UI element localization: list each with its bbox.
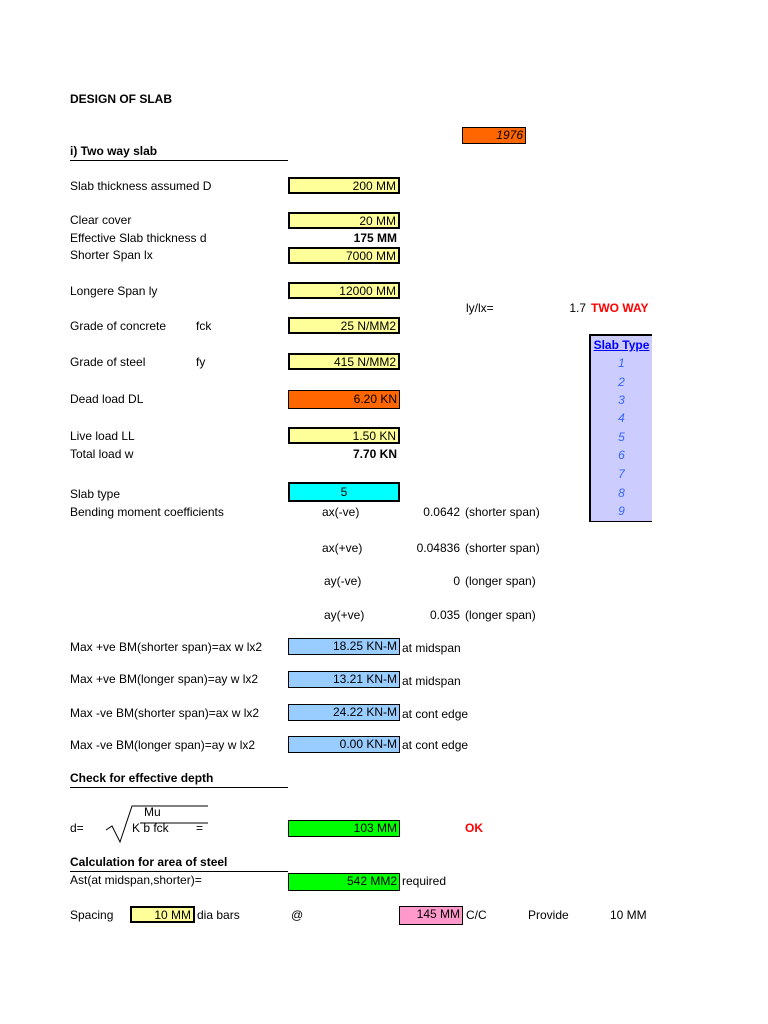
moment-value[interactable]: 0.00 KN-M <box>288 736 400 753</box>
bar-text: dia bars <box>197 908 240 922</box>
ratio-label: ly/lx= <box>466 301 494 315</box>
slab-type-option[interactable]: 4 <box>618 411 625 425</box>
provide-value: 10 MM <box>610 908 647 922</box>
d-label: d= <box>70 821 84 835</box>
ratio-value: 1.7 <box>569 301 586 315</box>
moment-label: Max -ve BM(longer span)=ay w lx2 <box>70 738 256 752</box>
slab-type-option[interactable]: 2 <box>618 375 625 389</box>
slab-type-option[interactable]: 7 <box>618 467 625 481</box>
divider <box>70 871 288 872</box>
steel-label: Grade of steel <box>70 355 146 369</box>
depth-value[interactable]: 103 MM <box>288 820 400 837</box>
depth-status: OK <box>465 821 483 835</box>
section-two-way: i) Two way slab <box>70 144 158 158</box>
coeff-value: 0.035 <box>429 608 460 622</box>
slab-type-option[interactable]: 1 <box>618 356 625 370</box>
eff-thickness-value: 175 MM <box>353 231 397 245</box>
coeff-value: 0.04836 <box>416 541 460 555</box>
coeff-note: (longer span) <box>465 608 536 622</box>
coeff-value: 0 <box>453 574 460 588</box>
shorter-span-input[interactable]: 7000 MM <box>288 247 400 264</box>
slab-type-header[interactable]: Slab Type <box>593 338 650 352</box>
year-cell[interactable]: 1976 <box>462 127 526 144</box>
slab-type-list <box>589 334 652 522</box>
thickness-label: Slab thickness assumed D <box>70 179 212 193</box>
thickness-input[interactable]: 200 MM <box>288 177 400 194</box>
moment-value[interactable]: 18.25 KN-M <box>288 638 400 655</box>
ast-value[interactable]: 542 MM2 <box>288 873 400 891</box>
bm-coeff-label: Bending moment coefficients <box>70 505 224 519</box>
ast-note: required <box>402 874 447 888</box>
formula-equals: = <box>196 821 204 835</box>
slab-type-input[interactable]: 5 <box>288 482 400 502</box>
coeff-value: 0.0642 <box>423 505 460 519</box>
slab-type-option[interactable]: 5 <box>618 430 625 444</box>
longer-span-input[interactable]: 12000 MM <box>288 282 400 299</box>
slab-type-label: Slab type <box>70 487 121 501</box>
spacing-value[interactable]: 145 MM <box>399 906 463 925</box>
check-heading: Check for effective depth <box>70 771 214 785</box>
moment-value[interactable]: 13.21 KN-M <box>288 671 400 688</box>
formula-denominator: K b fck <box>132 821 169 835</box>
slab-type-option[interactable]: 8 <box>618 486 625 500</box>
dead-load-value[interactable]: 6.20 KN <box>288 390 400 409</box>
divider <box>70 787 288 788</box>
eff-thickness-label: Effective Slab thickness d <box>70 231 207 245</box>
ratio-result: TWO WAY <box>591 301 649 315</box>
moment-note: at midspan <box>402 674 461 688</box>
coeff-name: ax(+ve) <box>322 541 363 555</box>
at-symbol: @ <box>291 908 304 922</box>
moment-label: Max +ve BM(longer span)=ay w lx2 <box>70 672 259 686</box>
shorter-span-label: Shorter Span lx <box>70 248 153 262</box>
moment-note: at midspan <box>402 641 461 655</box>
coeff-name: ay(+ve) <box>324 608 365 622</box>
divider <box>70 160 288 161</box>
coeff-note: (shorter span) <box>465 505 540 519</box>
total-load-label: Total load w <box>70 447 134 461</box>
dead-load-label: Dead load DL <box>70 392 144 406</box>
moment-label: Max +ve BM(shorter span)=ax w lx2 <box>70 640 263 654</box>
slab-type-option[interactable]: 3 <box>618 393 625 407</box>
concrete-label: Grade of concrete <box>70 319 167 333</box>
cc-label: C/C <box>466 908 487 922</box>
cover-label: Clear cover <box>70 213 132 227</box>
moment-note: at cont edge <box>402 738 469 752</box>
moment-value[interactable]: 24.22 KN-M <box>288 704 400 721</box>
provide-label: Provide <box>528 908 569 922</box>
longer-span-label: Longere Span ly <box>70 284 158 298</box>
total-load-value: 7.70 KN <box>352 447 397 461</box>
page-title: DESIGN OF SLAB <box>70 92 173 106</box>
coeff-note: (shorter span) <box>465 541 540 555</box>
steel-symbol: fy <box>196 355 206 369</box>
cover-input[interactable]: 20 MM <box>288 212 400 229</box>
coeff-name: ay(-ve) <box>324 574 362 588</box>
bar-dia-input[interactable]: 10 MM <box>130 906 195 923</box>
slab-type-option[interactable]: 6 <box>618 448 625 462</box>
live-load-label: Live load LL <box>70 429 135 443</box>
steel-heading: Calculation for area of steel <box>70 855 228 869</box>
spacing-label: Spacing <box>70 908 114 922</box>
concrete-input[interactable]: 25 N/MM2 <box>288 317 400 334</box>
moment-label: Max -ve BM(shorter span)=ax w lx2 <box>70 706 260 720</box>
formula-numerator: Mu <box>144 805 161 819</box>
ast-label: Ast(at midspan,shorter)= <box>70 873 202 887</box>
moment-note: at cont edge <box>402 707 469 721</box>
coeff-note: (longer span) <box>465 574 536 588</box>
slab-type-option[interactable]: 9 <box>618 504 625 518</box>
steel-input[interactable]: 415 N/MM2 <box>288 353 400 370</box>
live-load-input[interactable]: 1.50 KN <box>288 427 400 444</box>
coeff-name: ax(-ve) <box>322 505 360 519</box>
concrete-symbol: fck <box>196 319 212 333</box>
